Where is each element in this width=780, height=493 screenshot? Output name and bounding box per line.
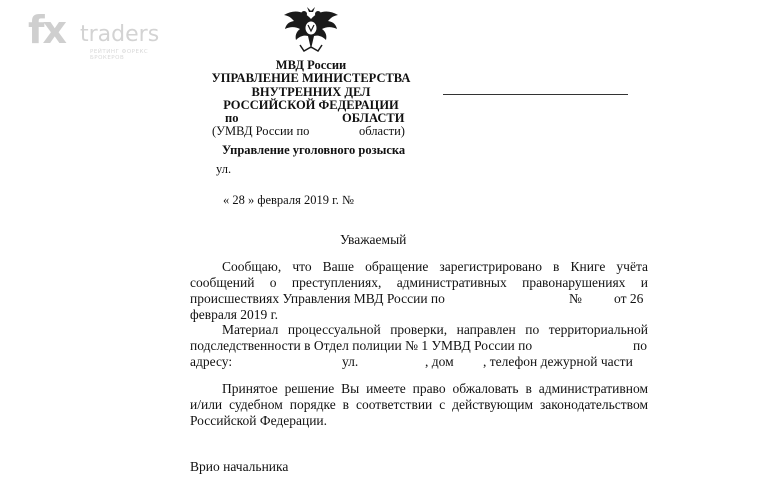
abbr-suffix: области) — [359, 124, 405, 138]
org-short-name: МВД России — [275, 58, 347, 72]
greeting: Уважаемый — [340, 232, 407, 247]
dept-line-1: УПРАВЛЕНИЕ МИНИСТЕРСТВА — [211, 71, 411, 85]
p2-line-3-address: адресу: — [190, 354, 233, 369]
p2-line-2-po: по — [633, 338, 647, 353]
p2-line-3-house: , дом — [425, 354, 454, 369]
signature: Врио начальника — [190, 459, 289, 474]
dept-line-4-prefix: по — [225, 111, 239, 125]
watermark-traders: traders — [80, 22, 160, 47]
p1-line-4: февраля 2019 г. — [190, 307, 279, 322]
p3-line-2: и/или судебном порядке в соответствии с действующим законодательством — [190, 397, 648, 412]
p3-line-3: Российской Федерации. — [190, 413, 328, 428]
p1-line-1: Сообщаю, что Ваше обращение зарегистрировано в Книге учёта — [222, 259, 648, 274]
street: ул. — [216, 162, 232, 176]
subdivision: Управление уголовного розыска — [222, 143, 406, 157]
date-line: « 28 » февраля 2019 г. № — [223, 193, 354, 207]
p1-line-3: происшествиях Управления МВД России по — [190, 291, 445, 306]
mvd-eagle-emblem-icon — [282, 5, 340, 55]
p2-line-1: Материал процессуальной проверки, направлен по территориальной — [222, 322, 648, 337]
p1-line-2: сообщений о преступлениях, административных правонарушениях и — [190, 275, 648, 290]
fxtraders-watermark — [28, 8, 160, 61]
dept-line-2: ВНУТРЕННИХ ДЕЛ — [251, 85, 371, 99]
abbr-prefix: (УМВД России по — [212, 124, 310, 138]
dept-line-4-suffix: ОБЛАСТИ — [342, 111, 405, 125]
watermark-fx: fx — [28, 8, 66, 52]
addressee-line — [443, 94, 628, 95]
p1-line-3-number: № — [569, 291, 582, 306]
p2-line-2: подследственности в Отдел полиции № 1 УМВД России по — [190, 338, 533, 353]
watermark-tagline: РЕЙТИНГ ФОРЕКС БРОКЕРОВ — [90, 49, 149, 61]
p3-line-1: Принятое решение Вы имеете право обжаловать в административном — [222, 381, 648, 396]
p2-line-3-phone: , телефон дежурной части — [483, 354, 633, 369]
p1-line-3-date: от 26 — [614, 291, 644, 306]
p2-line-3-street: ул. — [342, 354, 359, 369]
dept-line-3: РОССИЙСКОЙ ФЕДЕРАЦИИ — [223, 98, 399, 112]
